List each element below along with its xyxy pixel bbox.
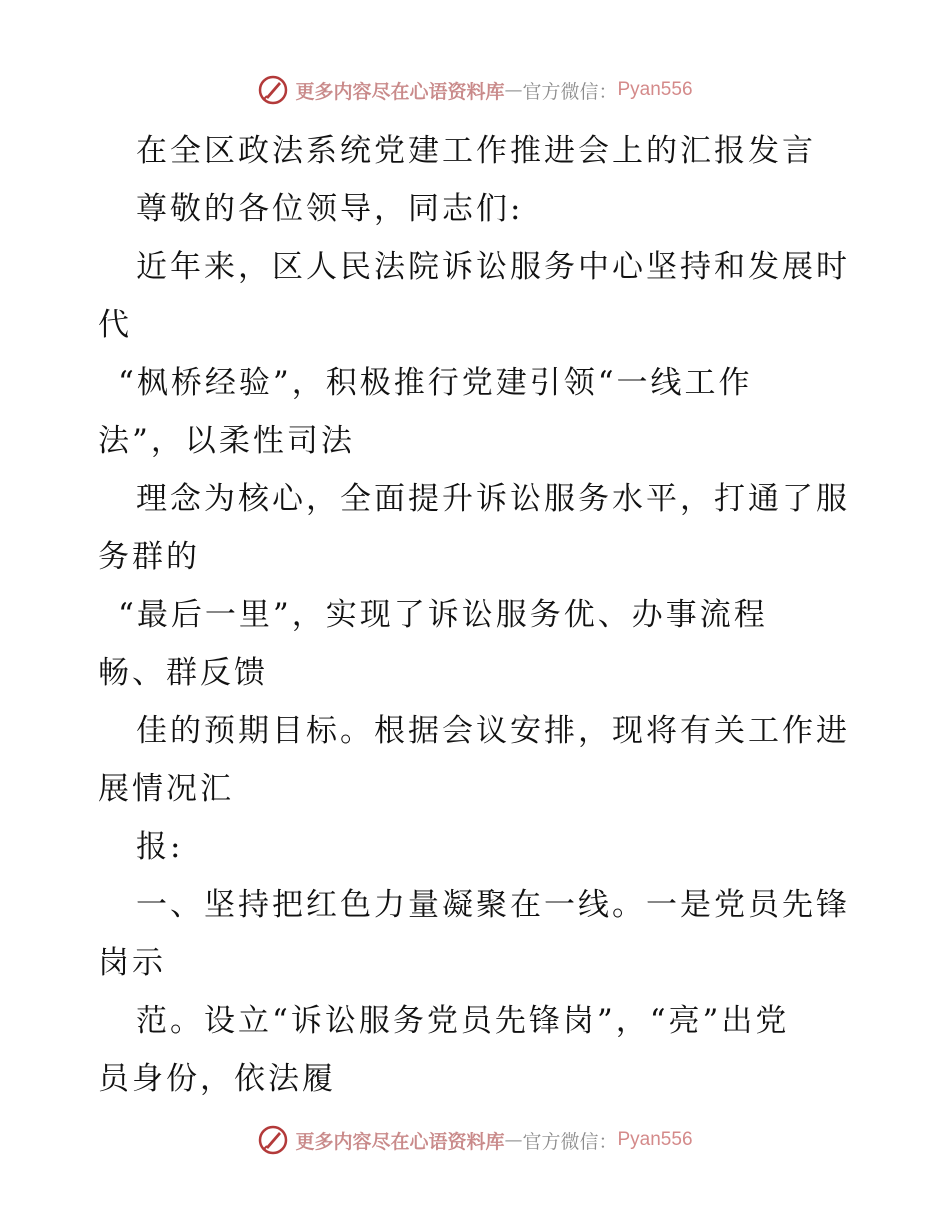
section-heading-line: 一、坚持把红色力量凝聚在一线。一是党员先锋 <box>136 887 850 923</box>
banner-wechat-id: Pyan556 <box>617 1129 693 1150</box>
paragraph-line: 岗示 <box>98 945 166 981</box>
banner-wechat-id: Pyan556 <box>617 79 693 100</box>
banner-main-text: 更多内容尽在心语资料库 <box>295 80 505 103</box>
paragraph-line: 务群的 <box>98 539 200 575</box>
paragraph-line: 法”，以柔性司法 <box>98 423 355 459</box>
paragraph-line: 理念为核心，全面提升诉讼服务水平，打通了服 <box>136 481 850 517</box>
paragraph-line: 报: <box>136 829 184 865</box>
document-title: 在全区政法系统党建工作推进会上的汇报发言 <box>136 133 816 169</box>
paragraph-line: 范。设立“诉讼服务党员先锋岗”，“亮”出党 <box>136 1003 790 1039</box>
banner-wechat-label: 官方微信： <box>522 1130 618 1153</box>
banner-separator: — <box>504 1129 523 1151</box>
paragraph-line: 畅、群反馈 <box>98 655 268 691</box>
quill-emblem-icon <box>257 74 289 106</box>
paragraph-line: 代 <box>98 307 132 343</box>
salutation: 尊敬的各位领导，同志们: <box>136 191 524 227</box>
paragraph-line: 佳的预期目标。根据会议安排，现将有关工作进 <box>136 713 850 749</box>
paragraph-line: 员身份，依法履 <box>98 1061 336 1097</box>
paragraph-line: “枫桥经验”，积极推行党建引领“一线工作 <box>118 365 753 401</box>
paragraph-line: 展情况汇 <box>98 771 234 807</box>
banner-separator: — <box>504 79 523 101</box>
paragraph-line: “最后一里”，实现了诉讼服务优、办事流程 <box>118 597 768 633</box>
banner-wechat-label: 官方微信： <box>522 80 618 103</box>
paragraph-line: 近年来，区人民法院诉讼服务中心坚持和发展时 <box>136 249 850 285</box>
banner-main-text: 更多内容尽在心语资料库 <box>295 1130 505 1153</box>
footer-watermark-banner <box>0 1120 950 1160</box>
document-body <box>98 122 858 1108</box>
quill-emblem-icon <box>257 1124 289 1156</box>
header-watermark-banner <box>0 70 950 110</box>
